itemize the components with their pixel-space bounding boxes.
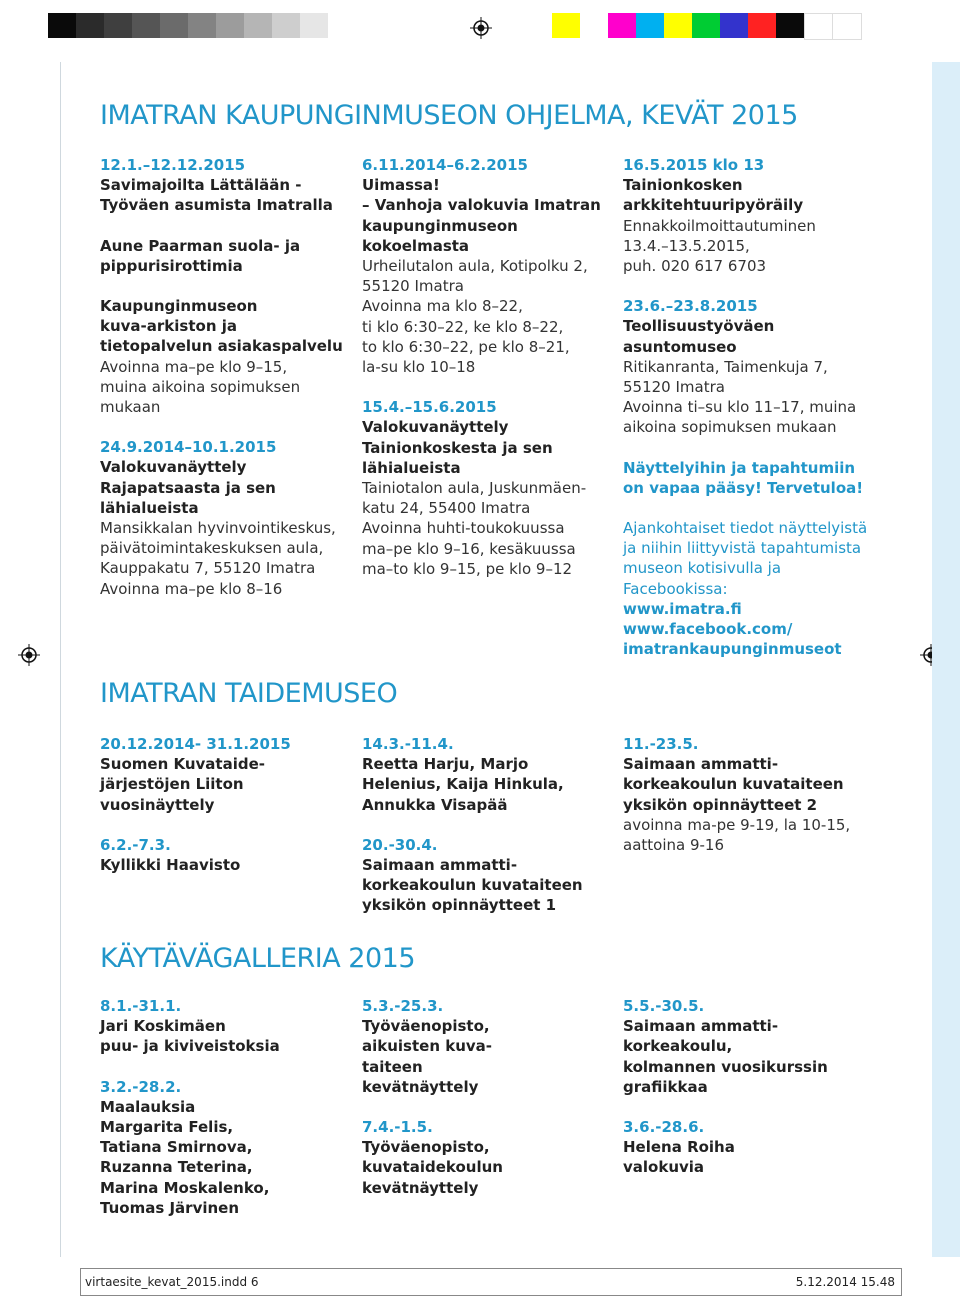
- highlight-line[interactable]: www.imatra.fi: [623, 599, 742, 618]
- color-swatch: [748, 13, 776, 38]
- event-title-line: kaupunginmuseon: [362, 216, 518, 235]
- event-date: 14.3.-11.4.: [362, 735, 454, 753]
- event-detail-line: aattoina 9-16: [623, 836, 725, 855]
- slug-timestamp: 5.12.2014 15.48: [795, 1275, 895, 1289]
- event-detail-line: la-su klo 10–18: [362, 358, 476, 377]
- event-title-line: Teollisuustyöväen: [623, 317, 775, 336]
- event-date: 5.5.-30.5.: [623, 997, 705, 1015]
- event-title-line: Tainionkosken: [623, 176, 743, 195]
- event-detail-line: Mansikkalan hyvinvointikeskus,: [100, 519, 336, 538]
- info-line: ja niihin liittyvistä tapahtumista: [623, 539, 862, 558]
- event-detail-line: 13.4.–13.5.2015,: [623, 236, 750, 255]
- event-title-line: Työväenopisto,: [362, 1017, 490, 1036]
- highlight-line: on vapaa pääsy! Tervetuloa!: [623, 478, 864, 497]
- event-title-line: pippurisirottimia: [100, 256, 243, 275]
- color-swatch: [692, 13, 720, 38]
- event-date: 16.5.2015 klo 13: [623, 156, 765, 174]
- event-title-line: Kyllikki Haavisto: [100, 856, 241, 875]
- event-detail-line: ti klo 6:30–22, ke klo 8–22,: [362, 317, 564, 336]
- event-title-line: Uimassa!: [362, 176, 440, 195]
- kaytavagalleria-column-3: [623, 996, 828, 1178]
- section-title-taidemuseo: IMATRAN TAIDEMUSEO: [100, 678, 398, 709]
- kaupunginmuseo-column-2: [362, 155, 601, 579]
- color-swatch: [552, 13, 580, 38]
- event-title-line: Aune Paarman suola- ja: [100, 236, 301, 255]
- event-detail-line: Avoinna ti–su klo 11–17, muina: [623, 398, 857, 417]
- event-title-line: korkeakoulu,: [623, 1037, 733, 1056]
- color-swatch: [608, 13, 636, 38]
- highlight-line[interactable]: imatrankaupunginmuseot: [623, 640, 842, 659]
- event-date: 20.-30.4.: [362, 835, 438, 854]
- spacer: [362, 1097, 503, 1117]
- event-detail-line: mukaan: [100, 398, 161, 417]
- event-title-line: Tatiana Smirnova,: [100, 1138, 253, 1157]
- registration-mark-top: [470, 17, 492, 39]
- event-title-line: lähialueista: [362, 458, 461, 477]
- event-title-line: yksikön opinnäytteet 2: [623, 795, 818, 814]
- event-title-line: Margarita Felis,: [100, 1118, 234, 1137]
- event-date: 20.12.2014- 31.1.2015: [100, 735, 291, 753]
- color-swatch: [76, 13, 104, 38]
- event-title-line: kolmannen vuosikurssin: [623, 1057, 828, 1076]
- color-swatch: [188, 13, 216, 38]
- event-detail-line: Urheilutalon aula, Kotipolku 2,: [362, 257, 588, 276]
- event-title-line: Saimaan ammatti-: [623, 755, 779, 774]
- info-line: Facebookissa:: [623, 579, 728, 598]
- kaupunginmuseo-column-1: [100, 155, 343, 599]
- color-swatch: [48, 13, 76, 38]
- crosshair-registration-icon: [18, 644, 40, 666]
- color-swatch: [636, 13, 664, 38]
- bleed-line-left: [60, 62, 61, 1257]
- event-title-line: kevätnäyttely: [362, 1178, 479, 1197]
- spacer: [100, 417, 343, 437]
- color-swatch: [104, 13, 132, 38]
- event-date: 15.4.–15.6.2015: [362, 398, 497, 417]
- event-detail-line: muina aikoina sopimuksen: [100, 377, 301, 396]
- color-swatch: [832, 13, 862, 40]
- spacer: [623, 498, 867, 518]
- event-detail-line: ma–pe klo 9–16, kesäkuussa: [362, 539, 576, 558]
- spacer: [100, 276, 343, 296]
- event-date: 23.6.–23.8.2015: [623, 297, 758, 316]
- event-title-line: Reetta Harju, Marjo: [362, 755, 529, 774]
- print-slug-footer: [80, 1268, 902, 1296]
- taidemuseo-column-3: [623, 734, 850, 855]
- event-detail-line: Tainiotalon aula, Juskunmäen-: [362, 479, 587, 498]
- event-title-line: lähialueista: [100, 498, 199, 517]
- registration-mark-left: [18, 644, 40, 666]
- taidemuseo-column-2: [362, 734, 583, 916]
- event-title-line: korkeakoulun kuvataiteen: [623, 775, 844, 794]
- event-detail-line: puh. 020 617 6703: [623, 257, 767, 276]
- event-title-line: Ruzanna Teterina,: [100, 1158, 253, 1177]
- info-line: museon kotisivulla ja: [623, 559, 782, 578]
- event-title-line: Jari Koskimäen: [100, 1017, 226, 1036]
- slug-filename: virtaesite_kevat_2015.indd 6: [85, 1275, 259, 1289]
- event-title-line: Työväenopisto,: [362, 1138, 490, 1157]
- event-title-line: – Vanhoja valokuvia Imatran: [362, 196, 601, 215]
- event-title-line: Tainionkoskesta ja sen: [362, 438, 553, 457]
- event-detail-line: Kauppakatu 7, 55120 Imatra: [100, 559, 316, 578]
- spacer: [623, 276, 867, 296]
- event-title-line: Kaupunginmuseon: [100, 297, 258, 316]
- spacer: [100, 1057, 280, 1077]
- info-line: Ajankohtaiset tiedot näyttelyistä: [623, 519, 868, 538]
- event-title-line: Saimaan ammatti-: [362, 856, 518, 875]
- spacer: [623, 1097, 828, 1117]
- spacer: [623, 438, 867, 458]
- event-detail-line: to klo 6:30–22, pe klo 8–21,: [362, 337, 570, 356]
- event-title-line: yksikön opinnäytteet 1: [362, 896, 557, 915]
- event-date: 3.6.-28.6.: [623, 1118, 705, 1137]
- event-title-line: Rajapatsaasta ja sen: [100, 478, 276, 497]
- event-date: 7.4.-1.5.: [362, 1118, 433, 1137]
- event-detail-line: Avoinna huhti-toukokuussa: [362, 519, 565, 538]
- highlight-line: Näyttelyihin ja tapahtumiin: [623, 458, 856, 477]
- event-title-line: vuosinäyttely: [100, 795, 215, 814]
- event-title-line: tietopalvelun asiakaspalvelu: [100, 337, 343, 356]
- event-title-line: Työväen asumista Imatralla: [100, 196, 333, 215]
- event-title-line: valokuvia: [623, 1158, 705, 1177]
- event-detail-line: Ennakkoilmoittautuminen: [623, 216, 816, 235]
- event-title-line: taiteen: [362, 1057, 423, 1076]
- event-title-line: asuntomuseo: [623, 337, 737, 356]
- color-swatch: [244, 13, 272, 38]
- event-title-line: Annukka Visapää: [362, 795, 508, 814]
- event-date: 3.2.-28.2.: [100, 1077, 182, 1096]
- event-title-line: arkkitehtuuripyöräily: [623, 196, 804, 215]
- event-title-line: Maalauksia: [100, 1097, 196, 1116]
- section-title-kaupunginmuseo: IMATRAN KAUPUNGINMUSEON OHJELMA, KEVÄT 2015: [100, 100, 798, 131]
- page-edge-stripe: [932, 62, 960, 1257]
- event-detail-line: päivätoimintakeskuksen aula,: [100, 539, 324, 558]
- event-date: 5.3.-25.3.: [362, 997, 444, 1015]
- event-date: 12.1.–12.12.2015: [100, 156, 246, 174]
- color-swatch: [664, 13, 692, 38]
- highlight-line[interactable]: www.facebook.com/: [623, 620, 793, 639]
- event-title-line: Helena Roiha: [623, 1138, 735, 1157]
- event-title-line: kuvataidekoulun: [362, 1158, 503, 1177]
- event-title-line: korkeakoulun kuvataiteen: [362, 876, 583, 895]
- event-title-line: Saimaan ammatti-: [623, 1017, 779, 1036]
- color-swatch: [804, 13, 834, 40]
- event-detail-line: aikoina sopimuksen mukaan: [623, 418, 837, 437]
- spacer: [362, 815, 583, 835]
- event-title-line: Valokuvanäyttely: [362, 418, 509, 437]
- event-title-line: kokoelmasta: [362, 236, 470, 255]
- event-detail-line: 55120 Imatra: [362, 277, 464, 296]
- event-title-line: Tuomas Järvinen: [100, 1198, 240, 1217]
- kaytavagalleria-column-2: [362, 996, 503, 1198]
- event-detail-line: Avoinna ma klo 8–22,: [362, 297, 523, 316]
- event-detail-line: avoinna ma-pe 9-19, la 10-15,: [623, 815, 851, 834]
- color-swatch: [300, 13, 328, 38]
- event-detail-line: Avoinna ma–pe klo 9–15,: [100, 357, 288, 376]
- event-title-line: Valokuvanäyttely: [100, 458, 247, 477]
- color-swatch: [160, 13, 188, 38]
- section-title-kaytavagalleria: KÄYTÄVÄGALLERIA 2015: [100, 943, 416, 974]
- event-detail-line: katu 24, 55400 Imatra: [362, 499, 531, 518]
- color-swatch: [132, 13, 160, 38]
- event-date: 6.11.2014–6.2.2015: [362, 156, 528, 174]
- color-swatch: [216, 13, 244, 38]
- color-swatch: [272, 13, 300, 38]
- event-title-line: kevätnäyttely: [362, 1077, 479, 1096]
- event-title-line: kuva-arkiston ja: [100, 317, 237, 336]
- kaupunginmuseo-column-3: [623, 155, 867, 659]
- event-detail-line: Ritikanranta, Taimenkuja 7,: [623, 357, 828, 376]
- spacer: [100, 815, 291, 835]
- spacer: [362, 377, 601, 397]
- event-detail-line: ma–to klo 9–15, pe klo 9–12: [362, 559, 573, 578]
- kaytavagalleria-column-1: [100, 996, 280, 1218]
- color-swatch: [776, 13, 804, 38]
- event-detail-line: 55120 Imatra: [623, 378, 725, 397]
- color-swatch: [720, 13, 748, 38]
- event-title-line: Helenius, Kaija Hinkula,: [362, 775, 564, 794]
- event-title-line: Savimajoilta Lättälään -: [100, 176, 302, 195]
- event-detail-line: Avoinna ma–pe klo 8–16: [100, 579, 283, 598]
- event-title-line: aikuisten kuva-: [362, 1037, 493, 1056]
- event-date: 11.-23.5.: [623, 735, 699, 753]
- event-date: 8.1.-31.1.: [100, 997, 182, 1015]
- crosshair-registration-icon: [470, 17, 492, 39]
- event-date: 6.2.-7.3.: [100, 835, 171, 854]
- event-title-line: Marina Moskalenko,: [100, 1178, 270, 1197]
- event-title-line: Suomen Kuvataide-: [100, 755, 265, 774]
- event-title-line: grafiikkaa: [623, 1077, 708, 1096]
- event-title-line: puu- ja kiviveistoksia: [100, 1037, 280, 1056]
- spacer: [100, 216, 343, 236]
- taidemuseo-column-1: [100, 734, 291, 875]
- event-date: 24.9.2014–10.1.2015: [100, 438, 277, 457]
- event-title-line: järjestöjen Liiton: [100, 775, 244, 794]
